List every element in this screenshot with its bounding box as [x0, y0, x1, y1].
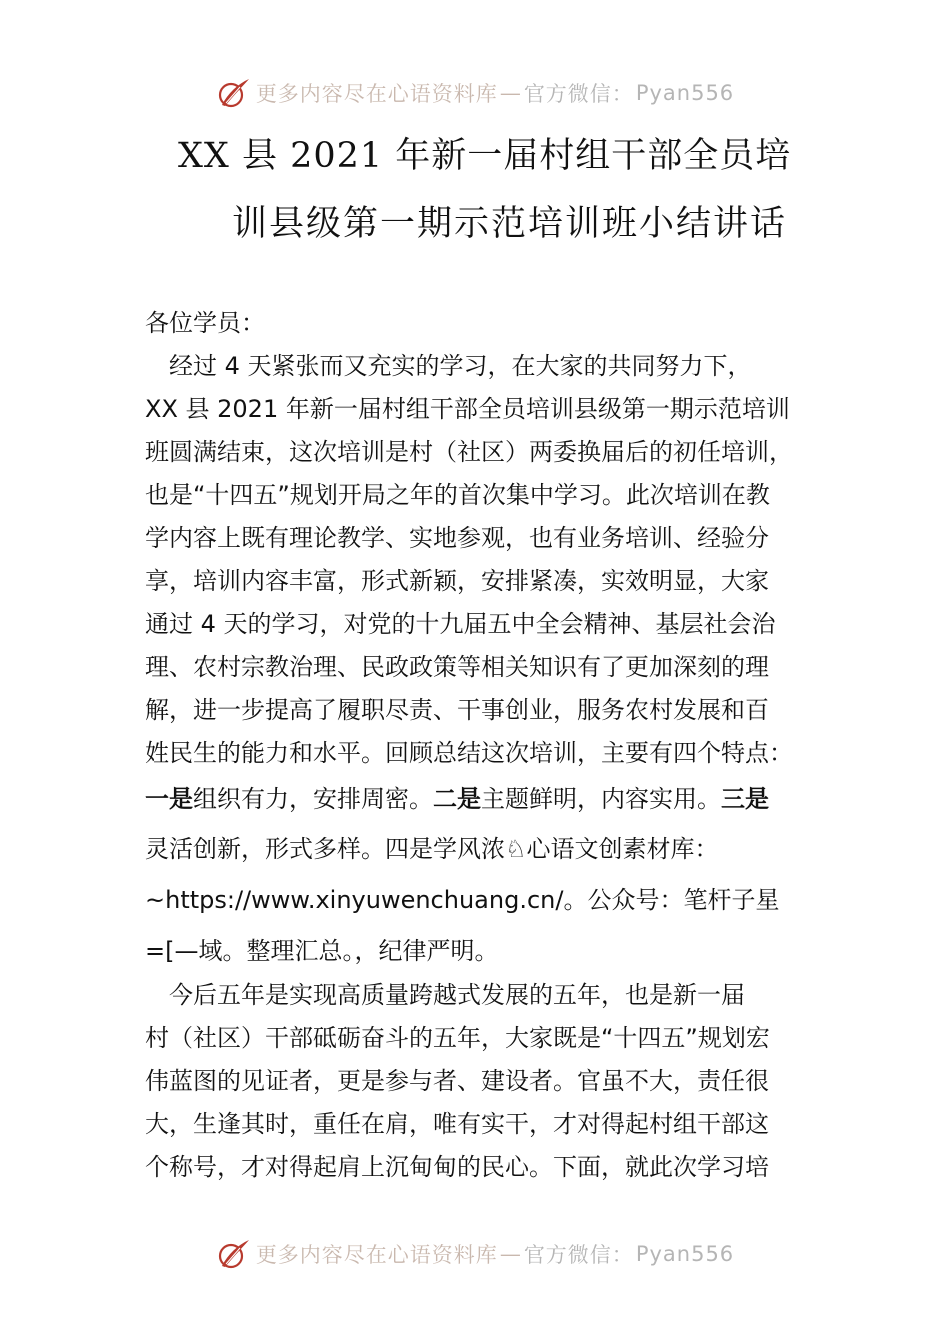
watermark-wechat-id: Pyan556: [635, 1242, 735, 1266]
header-watermark: [0, 73, 950, 113]
paragraph-line: XX 县 2021 年新一届村组干部全员培训县级第一期示范培训: [145, 395, 790, 423]
paragraph-line: 享，培训内容丰富，形式新颖，安排紧凑，实效明显，大家: [145, 567, 769, 595]
paragraph-line: 个称号，才对得起肩上沉甸甸的民心。下面，就此次学习培: [145, 1153, 769, 1181]
features-line: [145, 779, 769, 814]
watermark-wechat-label: 官方微信：: [523, 1243, 634, 1267]
feature-two-text: 主题鲜明，内容实用。: [481, 785, 721, 813]
paragraph-line: 灵活创新，形式多样。四是学风浓♘心语文创素材库：: [145, 835, 719, 863]
watermark-separator: —: [499, 81, 522, 105]
paragraph-line: 姓民生的能力和水平。回顾总结这次培训，主要有四个特点：: [145, 739, 793, 767]
paragraph-line: 班圆满结束，这次培训是村（社区）两委换届后的初任培训，: [145, 438, 793, 466]
feature-one-label: 一是: [145, 785, 193, 813]
watermark-library-text: 更多内容尽在心语资料库: [255, 1243, 498, 1267]
quill-logo-icon: [216, 75, 252, 111]
watermark-wechat-label: 官方微信：: [523, 82, 634, 106]
watermark-library-text: 更多内容尽在心语资料库: [255, 82, 498, 106]
paragraph-line: 也是“十四五”规划开局之年的首次集中学习。此次培训在教: [145, 481, 770, 509]
salutation: 各位学员：: [145, 309, 265, 337]
paragraph-line: 理、农村宗教治理、民政政策等相关知识有了更加深刻的理: [145, 653, 769, 681]
paragraph-line: 伟蓝图的见证者，更是参与者、建设者。官虽不大，责任很: [145, 1067, 769, 1095]
document-title-line-1: XX 县 2021 年新一届村组干部全员培: [178, 136, 792, 176]
paragraph-line: ~https://www.xinyuwenchuang.cn/。公众号：笔杆子星: [145, 886, 780, 914]
document-title-line-2: 训县级第一期示范培训班小结讲话: [232, 204, 788, 244]
paragraph-line: 学内容上既有理论教学、实地参观，也有业务培训、经验分: [145, 524, 769, 552]
footer-watermark: [0, 1234, 950, 1274]
paragraph-line: 经过 4 天紧张而又充实的学习，在大家的共同努力下，: [145, 352, 752, 380]
quill-logo-icon: [216, 1236, 252, 1272]
paragraph-line: 村（社区）干部砥砺奋斗的五年，大家既是“十四五”规划宏: [145, 1024, 770, 1052]
paragraph-line: 大，生逢其时，重任在肩，唯有实干，才对得起村组干部这: [145, 1110, 769, 1138]
paragraph-line: =[—域。整理汇总。，纪律严明。: [145, 937, 499, 965]
watermark-wechat-id: Pyan556: [635, 81, 735, 105]
watermark-separator: —: [499, 1242, 522, 1266]
paragraph-line: 通过 4 天的学习，对党的十九届五中全会精神、基层社会治: [145, 610, 776, 638]
feature-one-text: 组织有力，安排周密。: [193, 785, 433, 813]
feature-three-label: 三是: [721, 785, 769, 813]
paragraph-line: 今后五年是实现高质量跨越式发展的五年，也是新一届: [145, 981, 745, 1009]
paragraph-line: 解，进一步提高了履职尽责、干事创业，服务农村发展和百: [145, 696, 769, 724]
feature-two-label: 二是: [433, 785, 481, 813]
